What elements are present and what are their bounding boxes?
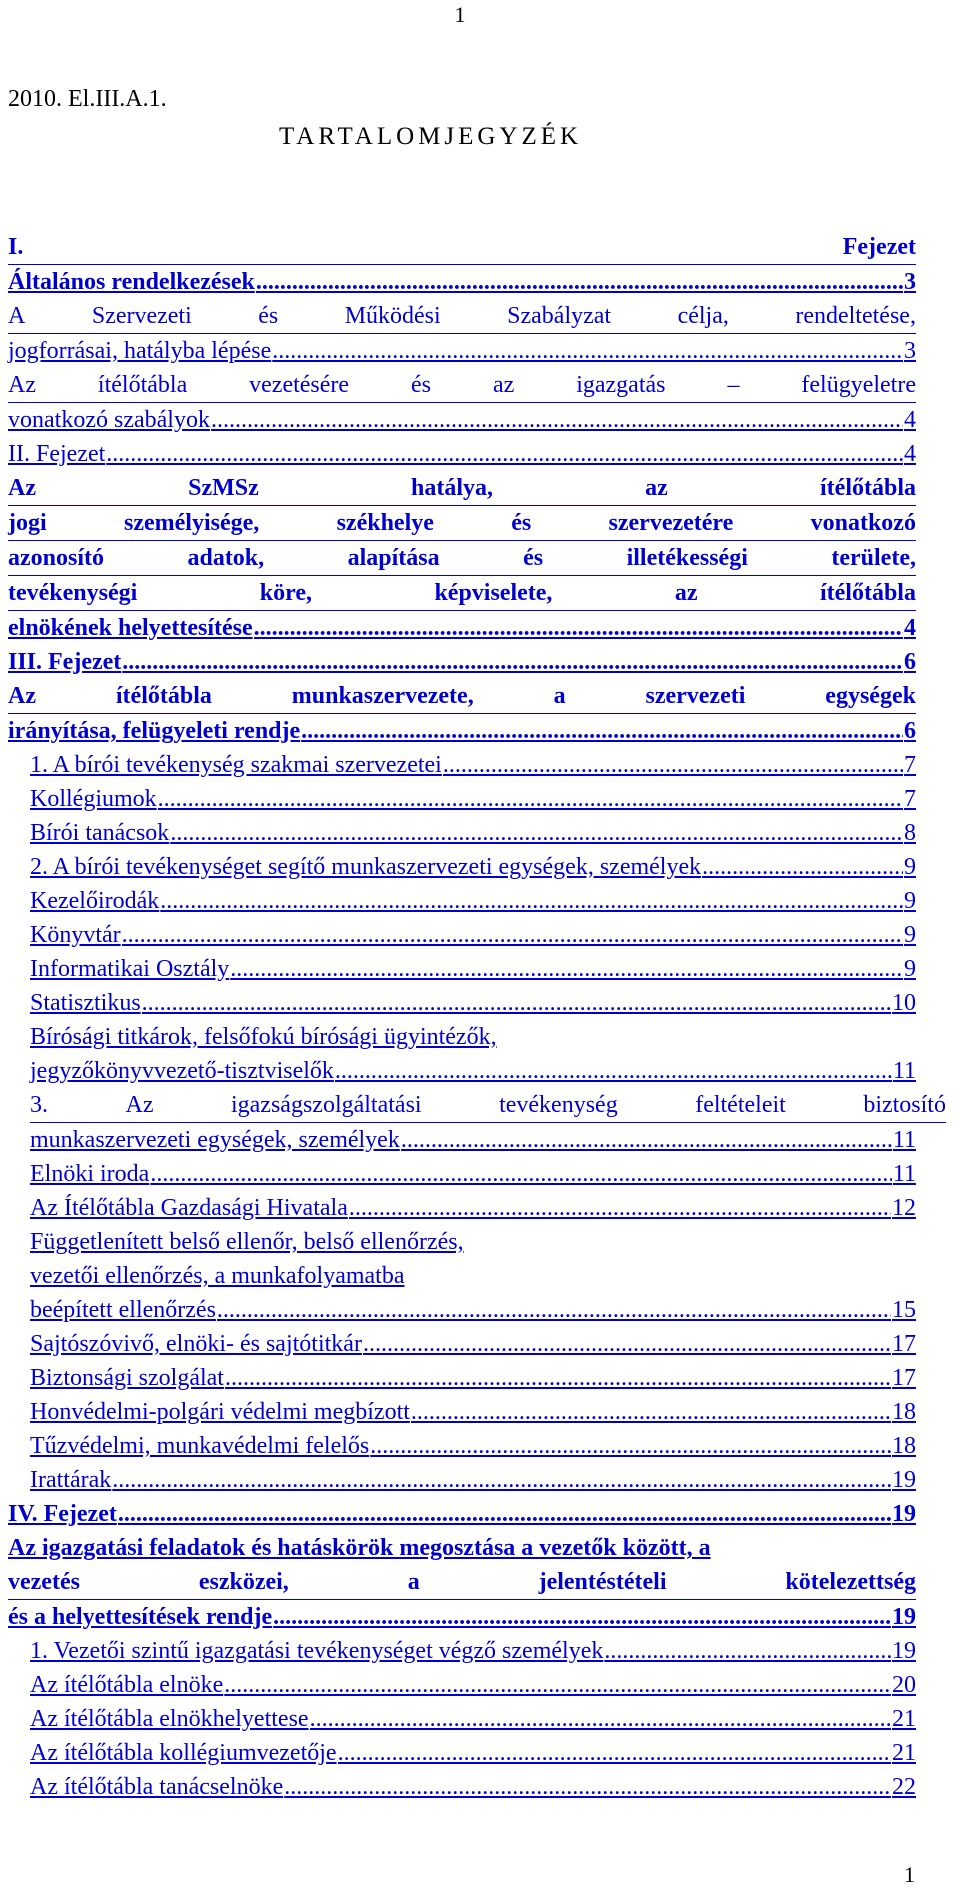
toc-line	[30, 1361, 916, 1395]
toc-entry-label: IV. Fejezet	[8, 1501, 117, 1527]
toc-page-number: 6	[904, 649, 916, 675]
toc-word: azonosító	[8, 545, 104, 571]
toc-line	[8, 611, 916, 645]
toc-entry[interactable]	[30, 1361, 916, 1395]
toc-page-number: 8	[904, 820, 916, 846]
toc-line	[30, 1702, 916, 1736]
toc-entry-label: jegyzőkönyvvezető-tisztviselők	[30, 1058, 334, 1084]
toc-entry[interactable]	[30, 816, 916, 850]
toc-entry-label: Informatikai Osztály	[30, 956, 230, 982]
toc-leader-dots	[150, 1157, 892, 1191]
toc-word: és	[258, 303, 279, 329]
toc-line	[30, 1293, 916, 1327]
toc-subentries	[8, 748, 916, 1020]
toc-word: és	[511, 510, 532, 536]
toc-entry-label: Az ítélőtábla elnöke	[30, 1672, 224, 1698]
toc-line	[30, 1429, 916, 1463]
toc-entry[interactable]	[30, 918, 916, 952]
toc-page-number: 3	[904, 269, 916, 295]
toc-word: ítélőtábla	[97, 372, 188, 398]
toc-entry-label: munkaszervezeti egységek, személyek	[30, 1127, 400, 1153]
toc-page-number: 7	[904, 752, 916, 778]
toc-entry-label: Könyvtár	[30, 922, 121, 948]
toc-word: az	[645, 475, 668, 501]
toc-entry[interactable]	[30, 1668, 916, 1702]
toc-line	[8, 437, 916, 471]
toc-word: hatálya,	[410, 475, 493, 501]
toc-entry[interactable]	[30, 1191, 916, 1225]
toc-leader-dots	[256, 265, 903, 299]
toc-entry[interactable]	[30, 1157, 916, 1191]
toc-leader-dots	[301, 714, 903, 748]
toc-entry-label: vezetői ellenőrzés, a munkafolyamatba	[30, 1263, 405, 1289]
toc-word: alapítása	[347, 545, 440, 571]
toc-justified-line	[30, 1088, 946, 1123]
toc-word: rendeltetése,	[795, 303, 916, 329]
toc-page-number: 6	[904, 718, 916, 744]
toc-leader-dots	[170, 816, 903, 850]
toc-page-number: 11	[892, 1127, 916, 1153]
toc-word: munkaszervezete,	[291, 683, 474, 709]
toc-word: Szabályzat	[507, 303, 612, 329]
toc-page-number: 11	[892, 1058, 916, 1084]
toc-justified-line	[8, 1565, 916, 1600]
toc-line	[30, 1123, 916, 1157]
toc-line	[30, 952, 916, 986]
toc-entry-szmsz-scope[interactable]	[8, 471, 916, 645]
toc-word: képviselete,	[434, 580, 553, 606]
toc-line	[30, 884, 916, 918]
toc-line	[30, 1020, 916, 1054]
toc-leader-dots	[338, 1736, 891, 1770]
toc-word: területe,	[831, 545, 916, 571]
toc-word: Az	[8, 475, 36, 501]
toc-line	[8, 1531, 916, 1565]
toc-line	[30, 748, 916, 782]
toc-entry[interactable]	[30, 952, 916, 986]
toc-line	[30, 1395, 916, 1429]
toc-word: a	[407, 1569, 420, 1595]
toc-leader-dots	[349, 1191, 891, 1225]
toc-leader-dots	[604, 1634, 891, 1668]
toc-justified-line	[8, 299, 916, 334]
toc-page-number: 12	[892, 1195, 916, 1221]
toc-page-number: 9	[904, 888, 916, 914]
toc-leader-dots	[224, 1668, 891, 1702]
toc-entry-label: Honvédelmi-polgári védelmi megbízott	[30, 1399, 410, 1425]
toc-page-number: 21	[892, 1740, 916, 1766]
toc-word: az	[492, 372, 515, 398]
toc-word: Az	[8, 683, 36, 709]
toc-leader-dots	[106, 437, 903, 471]
toc-entry-management-rules[interactable]	[8, 368, 916, 437]
toc-word: eszközei,	[198, 1569, 289, 1595]
toc-entry[interactable]	[30, 1702, 916, 1736]
toc-line	[8, 714, 916, 748]
toc-justified-line	[8, 679, 916, 714]
toc-entry-section-3[interactable]	[30, 1088, 946, 1157]
toc-entry-label: 1. A bírói tevékenység szakmai szervezetei	[30, 752, 442, 778]
toc-word: igazságszolgáltatási	[230, 1092, 422, 1118]
toc-entry-label: Kollégiumok	[30, 786, 157, 812]
toc-line	[30, 918, 916, 952]
toc-line	[8, 403, 916, 437]
toc-page-number: 22	[892, 1774, 916, 1800]
toc-entry-label: Bírói tanácsok	[30, 820, 170, 846]
toc-entry-label: elnökének helyettesítése	[8, 615, 253, 641]
toc-justified-line	[8, 506, 916, 541]
toc-justified-line	[8, 541, 916, 576]
toc-word: vezetésére	[249, 372, 350, 398]
toc-entry-label: Kezelőirodák	[30, 888, 160, 914]
toc-word: egységek	[825, 683, 916, 709]
toc-line	[8, 334, 916, 368]
toc-entry[interactable]	[30, 986, 916, 1020]
toc-page-number: 18	[892, 1399, 916, 1425]
toc-entry-secretaries[interactable]	[30, 1020, 916, 1088]
toc-word: szervezetére	[608, 510, 734, 536]
toc-entry[interactable]	[30, 884, 916, 918]
toc-page-number: 3	[904, 338, 916, 364]
toc-line	[30, 1668, 916, 1702]
toc-entry-label: Függetlenített belső ellenőr, belső ellenőrzés,	[30, 1229, 464, 1255]
toc-page-number: 15	[892, 1297, 916, 1323]
toc-entry-label: Sajtószóvivő, elnöki- és sajtótitkár	[30, 1331, 362, 1357]
toc-leader-dots	[284, 1770, 891, 1804]
toc-line	[30, 1259, 916, 1293]
toc-page-number: 11	[892, 1161, 916, 1187]
page-title: TARTALOMJEGYZÉK	[279, 123, 583, 150]
toc-word: ítélőtábla	[820, 475, 916, 501]
toc-entry-label: Irattárak	[30, 1467, 112, 1493]
toc-page-number: 21	[892, 1706, 916, 1732]
toc-page-number: 20	[892, 1672, 916, 1698]
toc-entry-szmsz-purpose[interactable]	[8, 299, 916, 368]
toc-page-number: 9	[904, 854, 916, 880]
toc-leader-dots	[118, 1497, 891, 1531]
toc-leader-dots	[122, 918, 903, 952]
toc-leader-dots	[225, 1361, 891, 1395]
toc-entry-label: Tűzvédelmi, munkavédelmi felelős	[30, 1433, 370, 1459]
toc-entry-label: 1. Vezetői szintű igazgatási tevékenységet végző személyek	[30, 1638, 604, 1664]
toc-word: és	[411, 372, 432, 398]
toc-justified-line	[8, 230, 916, 265]
toc-leader-dots	[122, 645, 903, 679]
toc-entry-label: Az ítélőtábla tanácselnöke	[30, 1774, 284, 1800]
toc-entry-label: Az ítélőtábla kollégiumvezetője	[30, 1740, 337, 1766]
toc-entry-label: II. Fejezet	[8, 441, 106, 467]
toc-line	[30, 1736, 916, 1770]
toc-word: Fejezet	[842, 234, 916, 260]
page-number-bottom: 1	[904, 1862, 915, 1887]
toc-word: –	[727, 372, 740, 398]
toc-line	[8, 265, 916, 299]
toc-entry-label: Statisztikus	[30, 990, 141, 1016]
toc-word: tevékenység	[499, 1092, 618, 1118]
toc-leader-dots	[411, 1395, 891, 1429]
toc-entry-chapter-3[interactable]	[8, 645, 916, 679]
toc-entry-label: irányítása, felügyeleti rendje	[8, 718, 301, 744]
page-number-top: 1	[454, 2, 466, 27]
toc-line	[8, 1600, 916, 1634]
toc-word: és	[523, 545, 544, 571]
toc-word: biztosító	[863, 1092, 946, 1118]
toc-entry-label: jogforrásai, hatályba lépése	[8, 338, 272, 364]
toc-page-number: 17	[892, 1365, 916, 1391]
toc-leader-dots	[112, 1463, 891, 1497]
toc-word: vezetés	[8, 1569, 80, 1595]
toc-entry-label: Biztonsági szolgálat	[30, 1365, 224, 1391]
toc-entry[interactable]	[30, 1463, 916, 1497]
toc-word: vonatkozó	[810, 510, 916, 536]
toc-leader-dots	[254, 611, 903, 645]
toc-word: I.	[8, 234, 24, 260]
toc-entry-label: Az ítélőtábla elnökhelyettese	[30, 1706, 309, 1732]
toc-justified-line	[8, 471, 916, 506]
toc-entry[interactable]	[30, 1395, 916, 1429]
toc-justified-line	[8, 368, 916, 403]
toc-entry[interactable]	[30, 1736, 916, 1770]
toc-word: köre,	[259, 580, 312, 606]
toc-subentries	[8, 1327, 916, 1497]
toc-entry-label: beépített ellenőrzés	[30, 1297, 216, 1323]
toc-entry-label: Az Ítélőtábla Gazdasági Hivatala	[30, 1195, 348, 1221]
toc-line	[30, 850, 916, 884]
toc-entry-label: III. Fejezet	[8, 649, 122, 675]
toc-word: jogi	[8, 510, 47, 536]
toc-word: ítélőtábla	[819, 580, 916, 606]
toc-page-number: 19	[892, 1638, 916, 1664]
toc-entry-label: 2. A bírói tevékenységet segítő munkaszervezeti egységek, személyek	[30, 854, 702, 880]
toc-leader-dots	[401, 1123, 892, 1157]
toc-word: székhelye	[336, 510, 434, 536]
toc-entry-label: vonatkozó szabályok	[8, 407, 210, 433]
toc-word: 3.	[30, 1092, 48, 1118]
toc-line	[30, 1634, 916, 1668]
toc-page-number: 17	[892, 1331, 916, 1357]
toc-word: feltételeit	[695, 1092, 786, 1118]
toc-entry-label: Általános rendelkezések	[8, 269, 255, 295]
toc-entry-internal-audit[interactable]	[30, 1225, 916, 1327]
toc-word: illetékességi	[626, 545, 748, 571]
toc-page-number: 19	[892, 1467, 916, 1493]
toc-word: szervezeti	[645, 683, 746, 709]
toc-justified-line	[8, 576, 916, 611]
toc-line	[8, 1497, 916, 1531]
toc-line	[30, 1327, 916, 1361]
toc-leader-dots	[443, 748, 903, 782]
toc-leader-dots	[217, 1293, 891, 1327]
toc-entry-admin-tasks[interactable]	[8, 1531, 916, 1634]
toc-line	[30, 782, 916, 816]
toc-leader-dots	[160, 884, 903, 918]
toc-entry-work-organization[interactable]	[8, 679, 916, 748]
toc-page-number: 4	[904, 615, 916, 641]
toc-page-number: 10	[892, 990, 916, 1016]
toc-leader-dots	[211, 403, 903, 437]
toc-leader-dots	[273, 1600, 891, 1634]
toc-line	[30, 1463, 916, 1497]
toc-page-number: 9	[904, 956, 916, 982]
toc-page-number: 18	[892, 1433, 916, 1459]
toc-leader-dots	[310, 1702, 891, 1736]
toc-word: Szervezeti	[91, 303, 192, 329]
toc-entry[interactable]	[30, 1327, 916, 1361]
toc-entry-chapter-4[interactable]	[8, 1497, 916, 1531]
toc-entry-chapter-2[interactable]	[8, 437, 916, 471]
toc-line	[30, 1770, 916, 1804]
toc-line	[30, 986, 916, 1020]
toc-word: az	[674, 580, 698, 606]
toc-page-number: 4	[904, 441, 916, 467]
toc-entry-label: Az igazgatási feladatok és hatáskörök megosztása a vezetők között, a	[8, 1535, 711, 1561]
toc-leader-dots	[702, 850, 903, 884]
toc-leader-dots	[363, 1327, 891, 1361]
toc-word: Az	[8, 372, 36, 398]
toc-word: igazgatás	[576, 372, 666, 398]
toc-page-number: 4	[904, 407, 916, 433]
toc-word: adatok,	[187, 545, 265, 571]
toc-line	[30, 1157, 916, 1191]
toc-entry[interactable]	[30, 1770, 916, 1804]
toc-line	[30, 1054, 916, 1088]
toc-line	[8, 645, 916, 679]
table-of-contents	[8, 230, 946, 1804]
toc-word: kötelezettség	[785, 1569, 916, 1595]
toc-word: személyisége,	[123, 510, 260, 536]
toc-leader-dots	[230, 952, 903, 986]
toc-leader-dots	[142, 986, 891, 1020]
toc-word: a	[553, 683, 566, 709]
toc-word: A	[8, 303, 26, 329]
toc-entry-label: és a helyettesítések rendje	[8, 1604, 273, 1630]
toc-line	[30, 816, 916, 850]
toc-word: SzMSz	[188, 475, 259, 501]
toc-word: jelentéstételi	[538, 1569, 667, 1595]
toc-leader-dots	[158, 782, 903, 816]
toc-leader-dots	[335, 1054, 892, 1088]
toc-entry[interactable]	[30, 748, 916, 782]
toc-entry[interactable]	[30, 1634, 916, 1668]
toc-word: ítélőtábla	[115, 683, 212, 709]
document-id: 2010. El.III.A.1.	[8, 86, 167, 112]
toc-word: felügyeletre	[801, 372, 916, 398]
toc-entry-chapter-1[interactable]	[8, 230, 916, 299]
toc-word: célja,	[677, 303, 729, 329]
toc-line	[30, 1191, 916, 1225]
toc-page-number: 19	[892, 1501, 916, 1527]
toc-leader-dots	[370, 1429, 891, 1463]
toc-word: Működési	[344, 303, 441, 329]
toc-entry[interactable]	[30, 782, 916, 816]
toc-subentries	[8, 1634, 916, 1804]
toc-page-number: 9	[904, 922, 916, 948]
toc-page-number: 7	[904, 786, 916, 812]
toc-page-number: 19	[892, 1604, 916, 1630]
toc-word: Az	[125, 1092, 154, 1118]
toc-entry[interactable]	[30, 1429, 916, 1463]
toc-word: tevékenységi	[8, 580, 138, 606]
toc-entry-label: Elnöki iroda	[30, 1161, 150, 1187]
toc-entry-label: Bírósági titkárok, felsőfokú bírósági ügyintézők,	[30, 1024, 497, 1050]
toc-entry[interactable]	[30, 850, 916, 884]
toc-line	[30, 1225, 916, 1259]
toc-leader-dots	[272, 334, 903, 368]
toc-subentries	[8, 1157, 916, 1225]
